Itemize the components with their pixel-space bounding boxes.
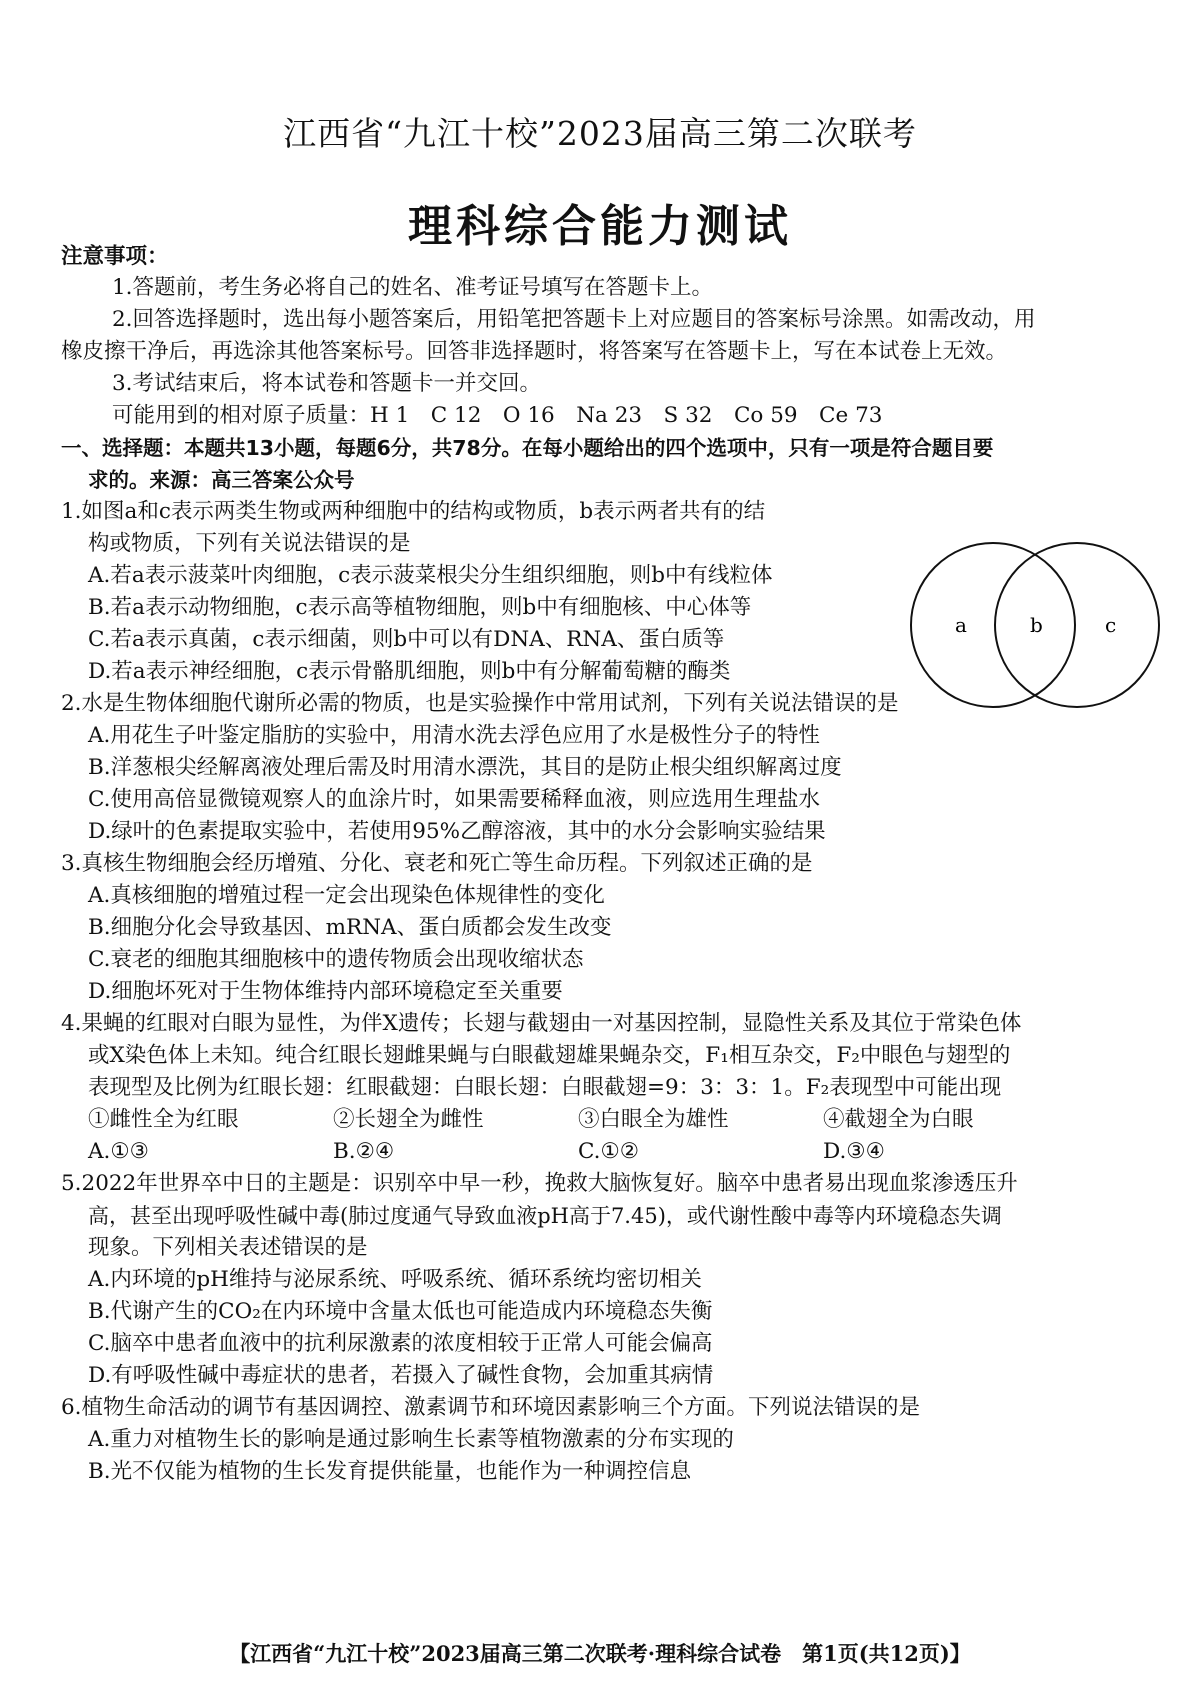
venn-circle-right <box>995 543 1159 707</box>
notice-item-2b: 橡皮擦干净后，再选涂其他答案标号。回答非选择题时，将答案写在答题卡上，写在本试卷上无效。 <box>61 339 1008 364</box>
q1-stem-1: 1.如图a和c表示两类生物或两种细胞中的结构或物质，b表示两者共有的结 <box>61 499 766 524</box>
q4-statement-3: ③白眼全为雄性 <box>578 1107 729 1132</box>
notice-heading: 注意事项： <box>61 244 169 269</box>
notice-item-2a: 2.回答选择题时，选出每小题答案后，用铅笔把答题卡上对应题目的答案标号涂黑。如需改动，用 <box>112 307 1036 332</box>
q6-option-b: B.光不仅能为植物的生长发育提供能量，也能作为一种调控信息 <box>88 1459 692 1484</box>
q4-statement-1: ①雌性全为红眼 <box>88 1107 239 1132</box>
page-footer: 【江西省“九江十校”2023届高三第二次联考·理科综合试卷 第1页(共12页)】 <box>229 1641 971 1666</box>
q2-option-b: B.洋葱根尖经解离液处理后需及时用清水漂洗，其目的是防止根尖组织解离过度 <box>88 755 842 780</box>
q6-option-a: A.重力对植物生长的影响是通过影响生长素等植物激素的分布实现的 <box>88 1427 734 1452</box>
venn-label-a: a <box>955 613 967 637</box>
q5-option-d: D.有呼吸性碱中毒症状的患者，若摄入了碱性食物，会加重其病情 <box>88 1363 714 1388</box>
venn-diagram <box>905 540 1165 710</box>
q4-stem-3: 表现型及比例为红眼长翅：红眼截翅：白眼长翅：白眼截翅=9：3：3：1。F₂表现型中可能出现 <box>88 1075 1002 1100</box>
section-heading-2: 求的。来源：高三答案公众号 <box>88 468 355 492</box>
venn-label-c: c <box>1105 613 1117 637</box>
q6-stem: 6.植物生命活动的调节有基因调控、激素调节和环境因素影响三个方面。下列说法错误的是 <box>61 1395 921 1420</box>
q4-statement-4: ④截翅全为白眼 <box>823 1107 974 1132</box>
exam-subtitle: 理科综合能力测试 <box>408 201 792 252</box>
q3-option-b: B.细胞分化会导致基因、mRNA、蛋白质都会发生改变 <box>88 915 612 940</box>
q2-stem: 2.水是生物体细胞代谢所必需的物质，也是实验操作中常用试剂，下列有关说法错误的是 <box>61 691 899 716</box>
q5-stem-3: 现象。下列相关表述错误的是 <box>88 1235 368 1260</box>
notice-item-1: 1.答题前，考生务必将自己的姓名、准考证号填写在答题卡上。 <box>112 275 714 300</box>
q2-option-a: A.用花生子叶鉴定脂肪的实验中，用清水洗去浮色应用了水是极性分子的特性 <box>88 723 820 748</box>
q4-stem-1: 4.果蝇的红眼对白眼为显性，为伴X遗传；长翅与截翅由一对基因控制，显隐性关系及其位于常染色体 <box>61 1011 1022 1036</box>
venn-circle-left <box>911 543 1075 707</box>
exam-title: 江西省“九江十校”2023届高三第二次联考 <box>283 114 917 153</box>
q4-option-c: C.①② <box>578 1139 640 1164</box>
q3-option-d: D.细胞坏死对于生物体维持内部环境稳定至关重要 <box>88 979 563 1004</box>
q4-option-a: A.①③ <box>88 1139 149 1164</box>
q5-stem-2: 高，甚至出现呼吸性碱中毒(肺过度通气导致血液pH高于7.45)，或代谢性酸中毒等内环境稳态失调 <box>88 1204 1002 1228</box>
q3-stem: 3.真核生物细胞会经历增殖、分化、衰老和死亡等生命历程。下列叙述正确的是 <box>61 851 813 876</box>
q3-option-c: C.衰老的细胞其细胞核中的遗传物质会出现收缩状态 <box>88 947 584 972</box>
q4-stem-2: 或X染色体上未知。纯合红眼长翅雌果蝇与白眼截翅雄果蝇杂交，F₁相互杂交，F₂中眼色与翅型的 <box>88 1043 1011 1068</box>
q5-stem-1: 5.2022年世界卒中日的主题是：识别卒中早一秒，挽救大脑恢复好。脑卒中患者易出现血浆渗透压升 <box>61 1171 1018 1196</box>
q5-option-a: A.内环境的pH维持与泌尿系统、呼吸系统、循环系统均密切相关 <box>88 1267 702 1292</box>
q4-option-d: D.③④ <box>823 1139 885 1164</box>
atomic-mass: 可能用到的相对原子质量：H 1 C 12 O 16 Na 23 S 32 Co 59 Ce 73 <box>112 403 883 428</box>
notice-item-3: 3.考试结束后，将本试卷和答题卡一并交回。 <box>112 371 542 396</box>
venn-label-b: b <box>1030 613 1043 637</box>
q4-option-b: B.②④ <box>333 1139 395 1164</box>
q5-option-b: B.代谢产生的CO₂在内环境中含量太低也可能造成内环境稳态失衡 <box>88 1299 713 1324</box>
q1-option-a: A.若a表示菠菜叶肉细胞，c表示菠菜根尖分生组织细胞，则b中有线粒体 <box>88 563 773 588</box>
q2-option-d: D.绿叶的色素提取实验中，若使用95%乙醇溶液，其中的水分会影响实验结果 <box>88 819 826 844</box>
q2-option-c: C.使用高倍显微镜观察人的血涂片时，如果需要稀释血液，则应选用生理盐水 <box>88 787 821 812</box>
q1-option-d: D.若a表示神经细胞，c表示骨骼肌细胞，则b中有分解葡萄糖的酶类 <box>88 659 731 684</box>
q5-option-c: C.脑卒中患者血液中的抗利尿激素的浓度相较于正常人可能会偏高 <box>88 1331 713 1356</box>
section-heading: 一、选择题：本题共13小题，每题6分，共78分。在每小题给出的四个选项中，只有一项是符合题目要 <box>61 436 994 460</box>
q1-stem-2: 构或物质，下列有关说法错误的是 <box>88 531 411 556</box>
q1-option-c: C.若a表示真菌，c表示细菌，则b中可以有DNA、RNA、蛋白质等 <box>88 627 725 652</box>
q4-statement-2: ②长翅全为雌性 <box>333 1107 484 1132</box>
q3-option-a: A.真核细胞的增殖过程一定会出现染色体规律性的变化 <box>88 883 605 908</box>
q1-option-b: B.若a表示动物细胞，c表示高等植物细胞，则b中有细胞核、中心体等 <box>88 595 752 620</box>
